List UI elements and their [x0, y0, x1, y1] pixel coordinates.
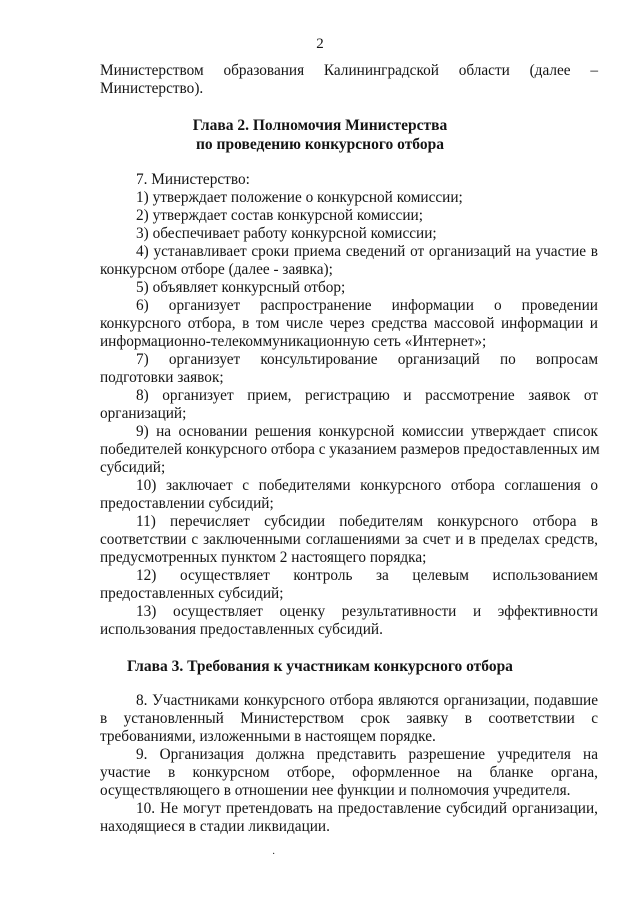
- paragraph-line: осуществляющего в отношении нее функции и полномочия учредителя.: [100, 782, 571, 799]
- paragraph-line: предоставлении субсидий;: [100, 495, 274, 512]
- paragraph-line: находящиеся в стадии ликвидации.: [100, 818, 330, 835]
- paragraph-line: информационно-телекоммуникационную сеть «Интернет»;: [100, 333, 487, 350]
- paragraph-line: 9) на основании решения конкурсной комиссии утверждает список: [136, 423, 598, 440]
- paragraph-line: 5) объявляет конкурсный отбор;: [136, 279, 346, 296]
- paragraph-line: победителей конкурсного отбора с указанием размеров предоставленных им: [100, 441, 600, 458]
- paragraph-line: участие в конкурсном отборе, оформленное на бланке органа,: [100, 764, 598, 781]
- paragraph-line: 2) утверждает состав конкурсной комиссии;: [136, 207, 423, 224]
- paragraph-line: предусмотренных пунктом 2 настоящего порядка;: [100, 549, 427, 566]
- intro-line: Министерство).: [100, 80, 204, 97]
- paragraph-line: требованиями, изложенными в настоящем порядке.: [100, 728, 436, 745]
- paragraph-line: 8. Участниками конкурсного отбора являются организации, подавшие: [136, 692, 598, 709]
- paragraph-line: 7. Министерство:: [136, 171, 250, 188]
- paragraph-line: соответствии с заключенными соглашениями за счет и в пределах средств,: [100, 531, 598, 548]
- paragraph-line: 4) устанавливает сроки приема сведений от организаций на участие в: [136, 243, 598, 260]
- scan-speck: ·: [272, 849, 276, 860]
- paragraph-line: использования предоставленных субсидий.: [100, 621, 383, 638]
- paragraph-line: 7) организует консультирование организаций по вопросам: [136, 351, 598, 368]
- paragraph-line: 6) организует распространение информации о проведении: [136, 297, 598, 314]
- paragraph-line: конкурсном отборе (далее - заявка);: [100, 261, 333, 278]
- paragraph-line: 13) осуществляет оценку результативности и эффективности: [136, 603, 598, 620]
- paragraph-line: 11) перечисляет субсидии победителям конкурсного отбора в: [136, 513, 598, 530]
- chapter-2-subtitle: по проведению конкурсного отбора: [196, 136, 444, 153]
- paragraph-line: 10. Не могут претендовать на предоставление субсидий организации,: [136, 800, 598, 817]
- paragraph-line: предоставленных субсидий;: [100, 585, 284, 602]
- chapter-2-title: Глава 2. Полномочия Министерства: [192, 117, 448, 134]
- paragraph-line: 10) заключает с победителями конкурсного отбора соглашения о: [136, 477, 598, 494]
- paragraph-line: 8) организует прием, регистрацию и рассмотрение заявок от: [136, 387, 598, 404]
- paragraph-line: подготовки заявок;: [100, 369, 224, 386]
- paragraph-line: 12) осуществляет контроль за целевым использованием: [136, 567, 598, 584]
- paragraph-line: 3) обеспечивает работу конкурсной комиссии;: [136, 225, 437, 242]
- paragraph-line: 1) утверждает положение о конкурсной комиссии;: [136, 189, 463, 206]
- paragraph-line: в установленный Министерством срок заявку в соответствии с: [100, 710, 598, 727]
- intro-line: Министерством образования Калининградской области (далее –: [100, 62, 598, 79]
- page-number: 2: [316, 36, 324, 52]
- chapter-3-title: Глава 3. Требования к участникам конкурсного отбора: [127, 658, 513, 675]
- paragraph-line: субсидий;: [100, 459, 166, 476]
- paragraph-line: 9. Организация должна представить разрешение учредителя на: [136, 746, 598, 763]
- paragraph-line: конкурсного отбора, в том числе через средства массовой информации и: [100, 315, 598, 332]
- paragraph-line: организаций;: [100, 405, 187, 422]
